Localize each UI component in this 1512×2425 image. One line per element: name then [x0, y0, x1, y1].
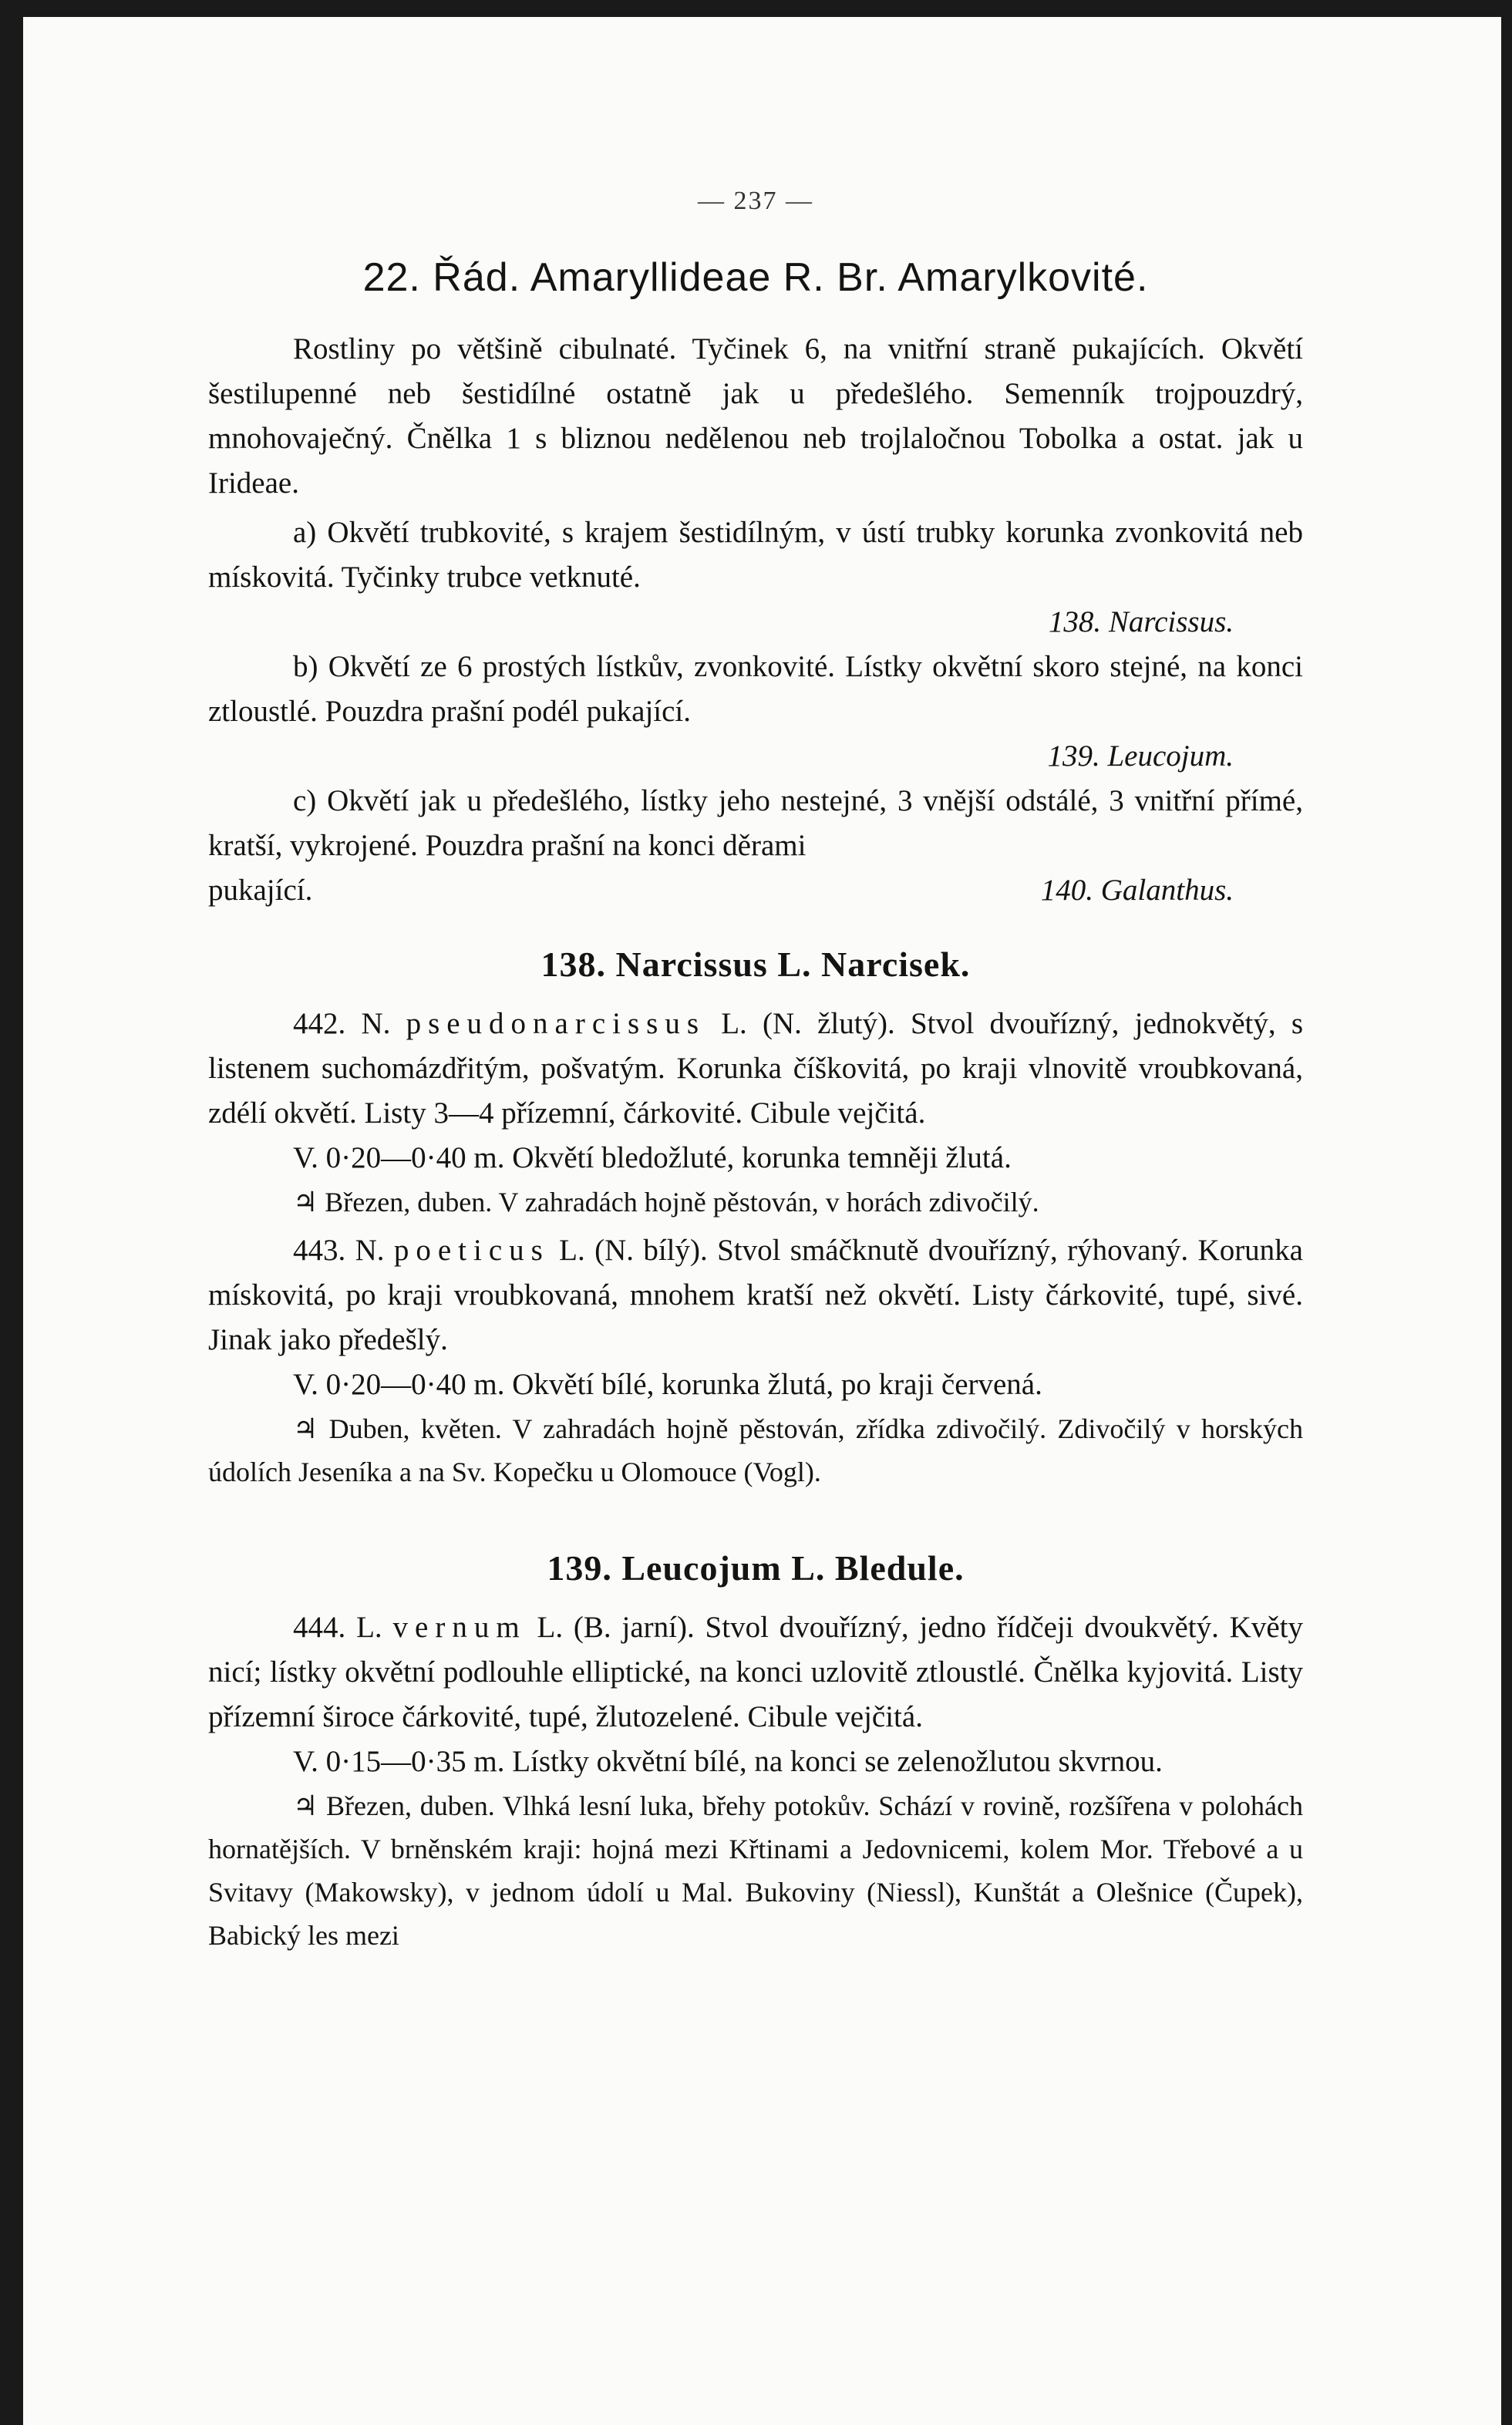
document-page: [23, 17, 1501, 2425]
key-item-c-last-word: pukající.: [208, 874, 313, 907]
species-number: 442. N.: [293, 1007, 391, 1040]
key-ref-c: 140. Galanthus.: [1040, 874, 1234, 907]
species-number: 443. N.: [293, 1234, 385, 1267]
order-description: Rostliny po většině cibulnaté. Tyčinek 6, na vnitřní straně pukajících. Okvětí šestilupenné neb šestidílné ostatně jak u předešlého. Semenník trojpouzdrý, mnohovaječný. Čnělka 1 s bliznou nedělenou neb trojlaločnou Tobolka a ostat. jak u Irideae.: [208, 332, 1303, 500]
species-description: [208, 1002, 1303, 1136]
species-habitat: ♃ Duben, květen. V zahradách hojně pěstován, zřídka zdivočilý. Zdivočilý v horských údolích Jeseníka a na Sv. Kopečku u Olomouce (Vogl).: [208, 1413, 1303, 1487]
species-habitat: ♃ Březen, duben. V zahradách hojně pěstován, v horách zdivočilý.: [293, 1187, 1039, 1218]
species-text: L. (N. bílý). Stvol smáčknutě dvouřízný, rýhovaný. Korunka mískovitá, po kraji vroubkovaná, mnohem kratší než okvětí. Listy čárkovité, tupé, sivé. Jinak jako předešlý.: [208, 1234, 1303, 1356]
species-size: V. 0·20—0·40 m. Okvětí bílé, korunka žlutá, po kraji červená.: [293, 1368, 1042, 1401]
species-number: 444. L.: [293, 1611, 382, 1644]
key-item-b: b) Okvětí ze 6 prostých lístkův, zvonkovité. Lístky okvětní skoro stejné, na konci ztloustlé. Pouzdra prašní podél pukající.: [208, 650, 1303, 728]
order-title: 22. Řád. Amaryllideae R. Br. Amarylkovité.: [362, 255, 1149, 300]
species-name: poeticus: [393, 1234, 550, 1267]
species-443: [208, 1228, 1303, 1494]
key-item-a: a) Okvětí trubkovité, s krajem šestidílným, v ústí trubky korunka zvonkovitá neb mískovitá. Tyčinky trubce vetknuté.: [208, 516, 1303, 594]
species-description: [208, 1228, 1303, 1362]
species-habitat: ♃ Březen, duben. Vlhká lesní luka, břehy potokův. Schází v rovině, rozšířena v polohách hornatějších. V brněnském kraji: hojná mezi Křtinami a Jedovnicemi, kolem Mor. Třebové a u Svitavy (Makowsky), v jednom údolí u Mal. Bukoviny (Niessl), Kunštát a Olešnice (Čupek), Babický les mezi: [208, 1790, 1303, 1951]
species-size: V. 0·20—0·40 m. Okvětí bledožluté, korunka temněji žlutá.: [293, 1141, 1012, 1174]
species-size: V. 0·15—0·35 m. Lístky okvětní bílé, na konci se zelenožlutou skvrnou.: [293, 1745, 1163, 1778]
species-444: [208, 1605, 1303, 1957]
page-content: [208, 187, 1303, 1957]
species-442: [208, 1002, 1303, 1224]
key-item-c-end: [208, 868, 1303, 913]
species-text: L. (B. jarní). Stvol dvouřízný, jedno řídčeji dvoukvětý. Květy nicí; lístky okvětní podlouhle elliptické, na konci uzlovitě ztloustlé. Čnělka kyjovitá. Listy přízemní široce čárkovité, tupé, žlutozelené. Cibule vejčitá.: [208, 1611, 1303, 1733]
key-ref-b: 139. Leucojum.: [1047, 739, 1234, 773]
species-description: [208, 1605, 1303, 1740]
genus-title-narcissus: 138. Narcissus L. Narcisek.: [540, 945, 971, 984]
species-name: vernum: [392, 1611, 527, 1644]
genus-title-leucojum: 139. Leucojum L. Bledule.: [547, 1548, 965, 1588]
species-name: pseudonarcissus: [406, 1007, 706, 1040]
page-number: — 237 —: [698, 187, 813, 215]
key-item-c: c) Okvětí jak u předešlého, lístky jeho nestejné, 3 vnější odstálé, 3 vnitřní přímé, kratší, vykrojené. Pouzdra prašní na konci děrami: [208, 784, 1303, 862]
genus-key: [208, 510, 1303, 913]
species-text: L. (N. žlutý). Stvol dvouřízný, jednokvětý, s listenem suchomázdřitým, pošvatým. Korunka číškovitá, po kraji vlnovitě vroubkovaná, zdélí okvětí. Listy 3—4 přízemní, čárkovité. Cibule vejčitá.: [208, 1007, 1304, 1130]
key-ref-a: 138. Narcissus.: [1048, 605, 1234, 638]
